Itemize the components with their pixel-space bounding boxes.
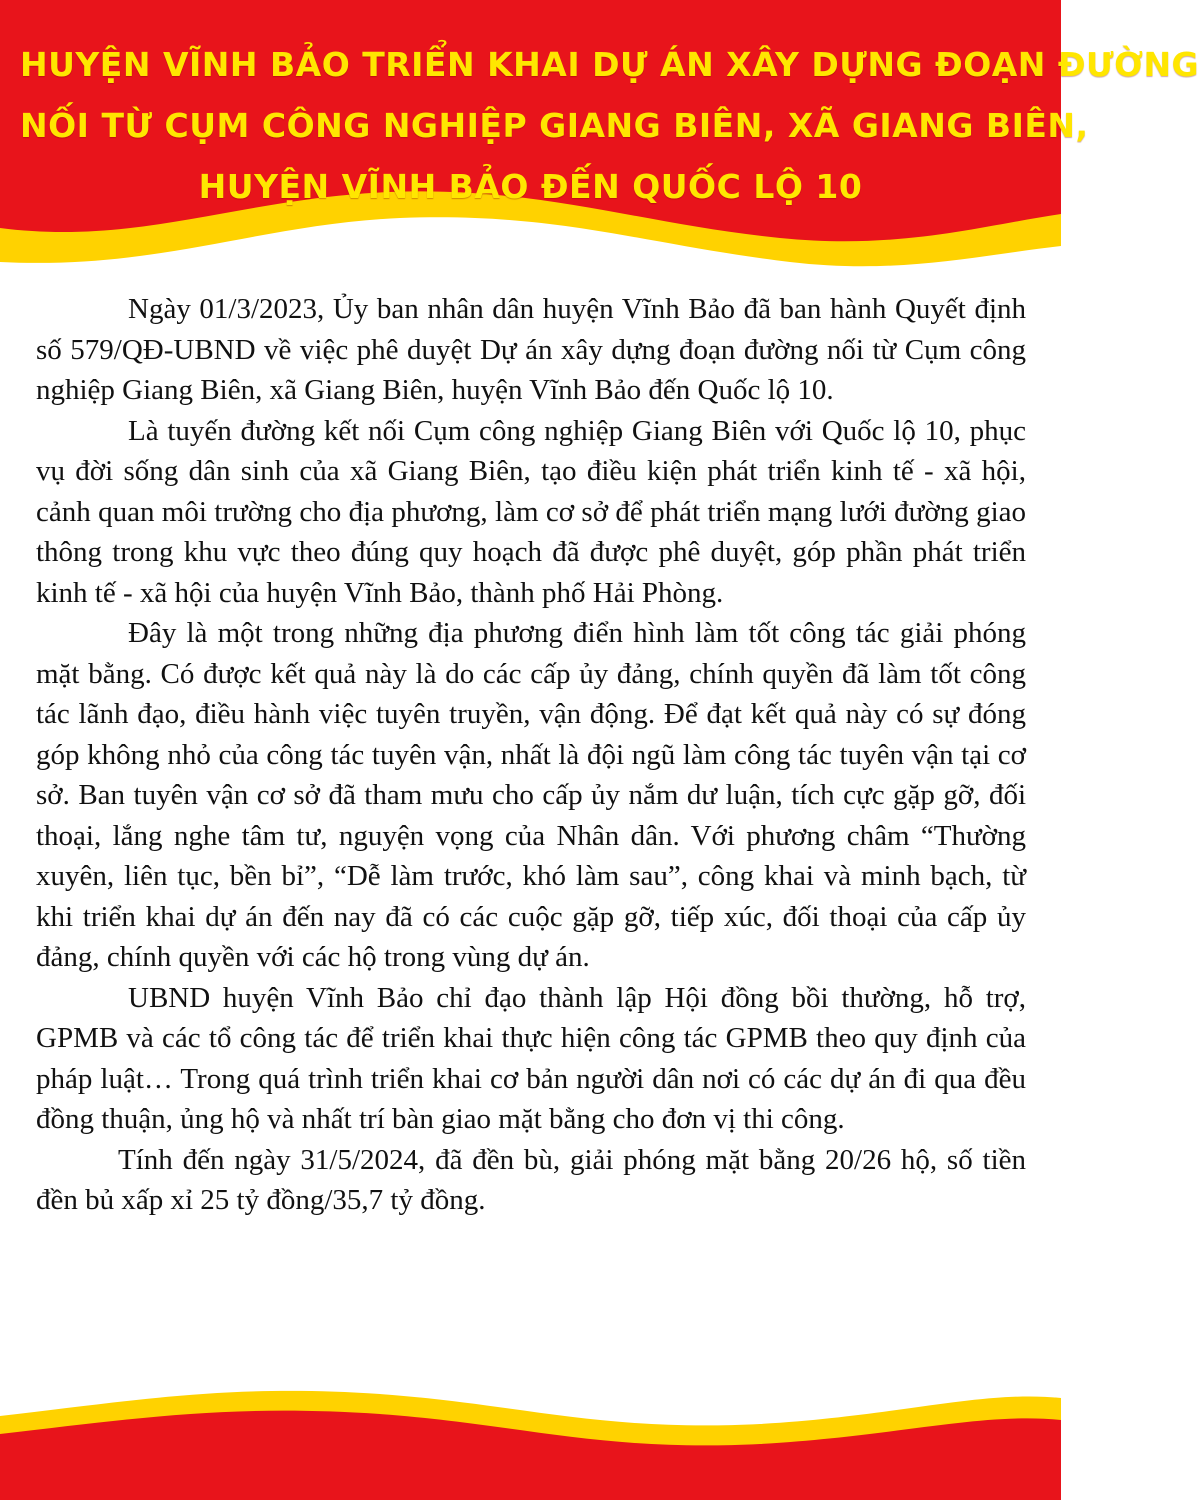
paragraph-2: Là tuyến đường kết nối Cụm công nghiệp Giang Biên với Quốc lộ 10, phục vụ đời sống dân sinh của xã Giang Biên, tạo điều kiện phát triển kinh tế - xã hội, cảnh quan môi trường cho địa phương, làm cơ sở để phát triển mạng lưới đường giao thông trong khu vực theo đúng quy hoạch đã được phê duyệt, góp phần phát triển kinh tế - xã hội của huyện Vĩnh Bảo, thành phố Hải Phòng. [36, 414, 1026, 609]
page-title [20, 34, 1199, 217]
title-line-1: HUYỆN VĨNH BẢO TRIỂN KHAI DỰ ÁN XÂY DỰNG ĐOẠN ĐƯỜNG [20, 45, 1199, 84]
article-body [36, 289, 1026, 1221]
title-line-3: HUYỆN VĨNH BẢO ĐẾN QUỐC LỘ 10 [198, 167, 863, 206]
title-line-2: NỐI TỪ CỤM CÔNG NGHIỆP GIANG BIÊN, XÃ GIANG BIÊN, [20, 106, 1089, 145]
footer-banner [0, 1360, 1061, 1500]
paragraph-5: Tính đến ngày 31/5/2024, đã đền bù, giải phóng mặt bằng 20/26 hộ, số tiền đền bủ xấp xỉ 25 tỷ đồng/35,7 tỷ đồng. [36, 1143, 1026, 1216]
paragraph-1: Ngày 01/3/2023, Ủy ban nhân dân huyện Vĩnh Bảo đã ban hành Quyết định số 579/QĐ-UBND về việc phê duyệt Dự án xây dựng đoạn đường nối từ Cụm công nghiệp Giang Biên, xã Giang Biên, huyện Vĩnh Bảo đến Quốc lộ 10. [36, 293, 1026, 406]
paragraph-4: UBND huyện Vĩnh Bảo chỉ đạo thành lập Hội đồng bồi thường, hỗ trợ, GPMB và các tổ công tác để triển khai thực hiện công tác GPMB theo quy định của pháp luật… Trong quá trình triển khai cơ bản người dân nơi có các dự án đi qua đều đồng thuận, ủng hộ và nhất trí bàn giao mặt bằng cho đơn vị thi công. [36, 981, 1026, 1135]
paragraph-3: Đây là một trong những địa phương điển hình làm tốt công tác giải phóng mặt bằng. Có được kết quả này là do các cấp ủy đảng, chính quyền đã làm tốt công tác lãnh đạo, điều hành việc tuyên truyền, vận động. Để đạt kết quả này có sự đóng góp không nhỏ của công tác tuyên vận, nhất là đội ngũ làm công tác tuyên vận tại cơ sở. Ban tuyên vận cơ sở đã tham mưu cho cấp ủy nắm dư luận, tích cực gặp gỡ, đối thoại, lắng nghe tâm tư, nguyện vọng của Nhân dân. Với phương châm “Thường xuyên, liên tục, bền bỉ”, “Dễ làm trước, khó làm sau”, công khai và minh bạch, từ khi triển khai dự án đến nay đã có các cuộc gặp gỡ, tiếp xúc, đối thoại của cấp ủy đảng, chính quyền với các hộ trong vùng dự án. [36, 617, 1026, 973]
